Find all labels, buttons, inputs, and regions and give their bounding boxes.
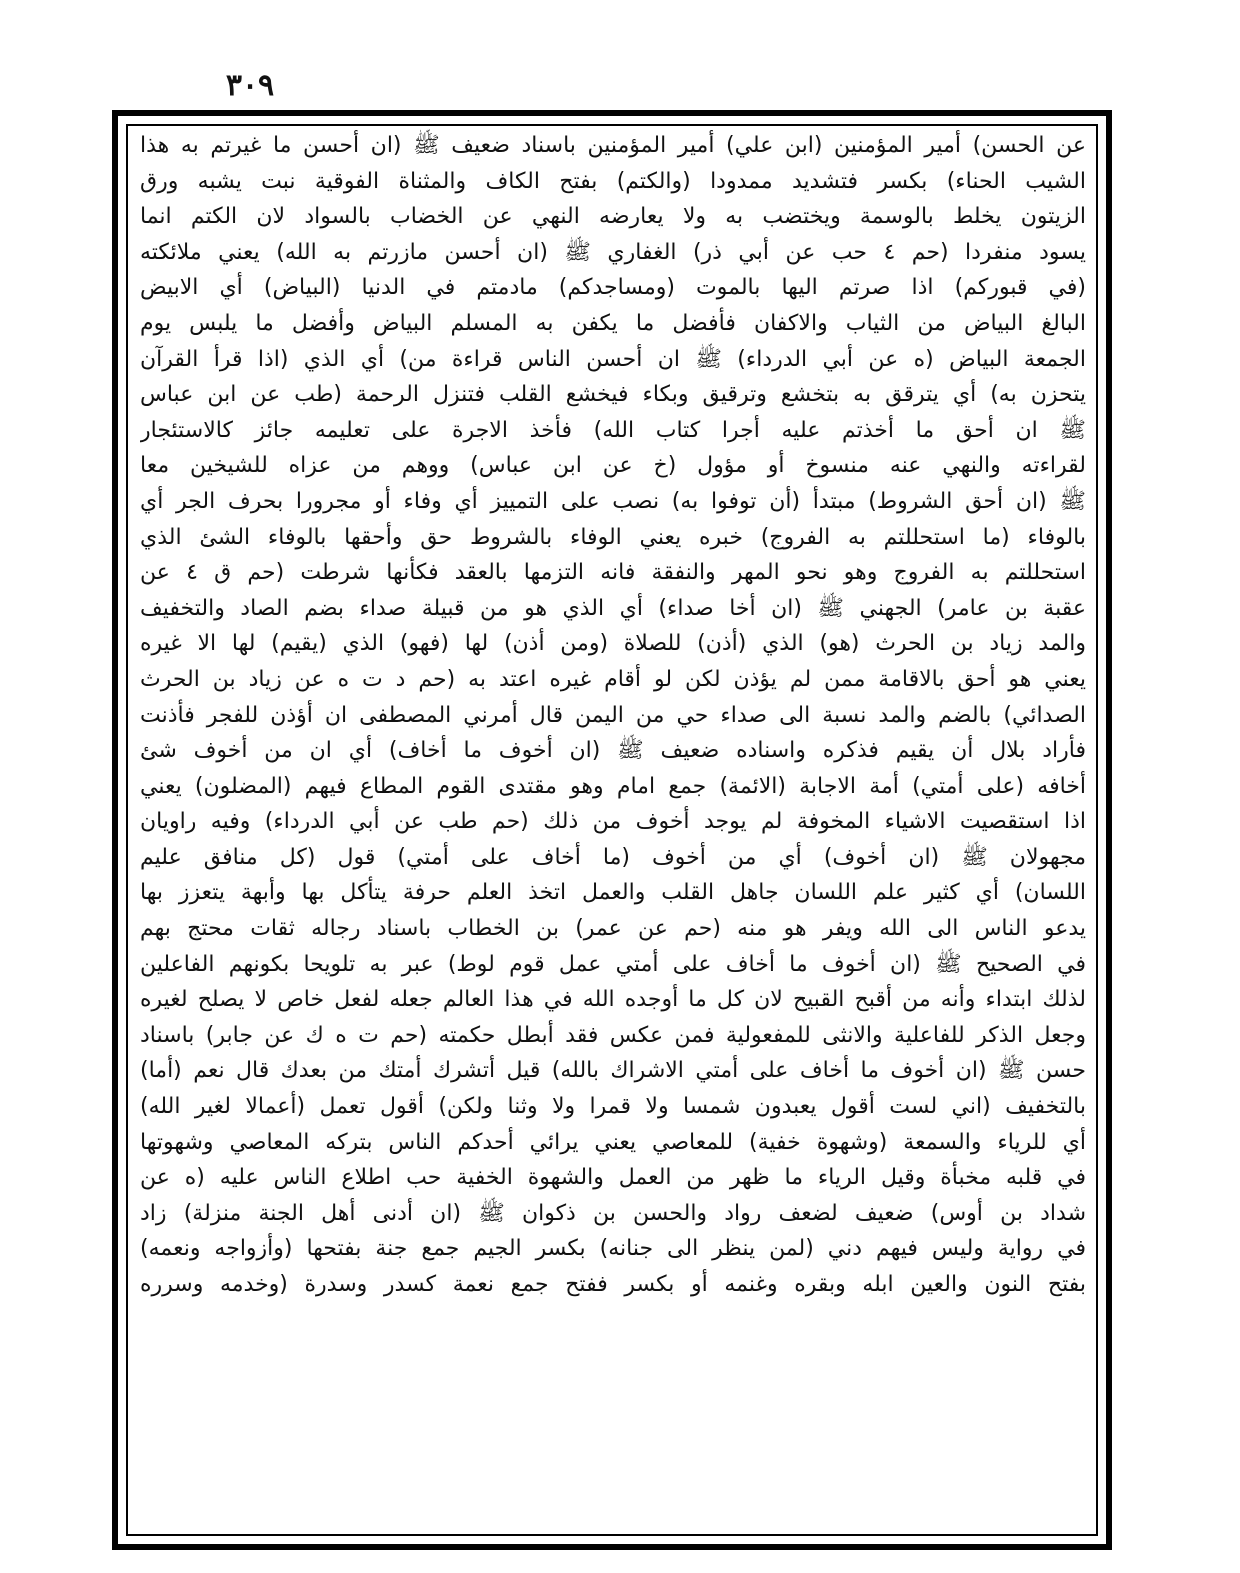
text-line: لقراءته والنهي عنه منسوخ أو مؤول (خ عن ابن عباس) ووهم من عزاه للشيخين معا: [140, 453, 1086, 479]
text-line: مجهولان ﷺ (ان أخوف) أي من أخوف (ما أخاف على أمتي) قول (كل منافق عليم: [140, 844, 1086, 870]
body-text: [140, 128, 1086, 1528]
text-line: أي للرياء والسمعة (وشهوة خفية) للمعاصي يعني يرائي أحدكم الناس بتركه المعاصي وشهوتها: [140, 1129, 1086, 1155]
text-line: بالوفاء (ما استحللتم به الفروج) خبره يعني الوفاء بالشروط حق وأحقها بالوفاء الشئ الذي: [140, 524, 1086, 550]
page-number: ٣٠٩: [225, 68, 275, 103]
text-line: فأراد بلال أن يقيم فذكره واسناده ضعيف ﷺ (ان أخوف ما أخاف) أي ان من أخوف شئ: [140, 738, 1086, 764]
text-line: بفتح النون والعين ابله وبقره وغنمه أو بكسر ففتح جمع نعمة كسدر وسدرة (وخدمه وسرره: [140, 1272, 1086, 1297]
text-line: الزيتون يخلط بالوسمة ويختضب به ولا يعارضه النهي عن الخضاب بالسواد لان الكتم انما: [140, 204, 1086, 230]
text-line: اللسان) أي كثير علم اللسان جاهل القلب والعمل اتخذ العلم حرفة يتأكل بها وأبهة يتعزز بها: [140, 880, 1086, 906]
text-line: عقبة بن عامر) الجهني ﷺ (ان أخا صداء) أي الذي هو من قبيلة صداء بضم الصاد والتخفيف: [140, 595, 1086, 621]
text-line: اذا استقصيت الاشياء المخوفة لم يوجد أخوف من ذلك (حم طب عن أبي الدرداء) وفيه راويان: [140, 809, 1086, 835]
text-line: استحللتم به الفروج وهو نحو المهر والنفقة فانه التزمها بالعقد فكأنها شرطت (حم ق ٤ عن: [140, 560, 1086, 586]
text-line: في الصحيح ﷺ (ان أخوف ما أخاف على أمتي عمل قوم لوط) عبر به تلويحا بكونهم الفاعلين: [140, 951, 1086, 977]
text-line: أخافه (على أمتي) أمة الاجابة (الائمة) جمع امام وهو مقتدى القوم المطاع فيهم (المضلون) يعني: [140, 773, 1086, 799]
text-line: والمد زياد بن الحرث (هو) الذي (أذن) للصلاة (ومن أذن) لها (فهو) الذي (يقيم) لها الا غيره: [140, 631, 1086, 657]
text-line: بالتخفيف (اني لست أقول يعبدون شمسا ولا قمرا ولا وثنا ولكن) أقول تعمل (أعمالا لغير الله): [140, 1094, 1086, 1120]
text-line: شداد بن أوس) ضعيف لضعف رواد والحسن بن ذكوان ﷺ (ان أدنى أهل الجنة منزلة) زاد: [140, 1200, 1086, 1226]
text-line: في قلبه مخبأة وقيل الرياء ما ظهر من العمل والشهوة الخفية حب اطلاع الناس عليه (ه عن: [140, 1165, 1086, 1191]
text-line: يسود منفردا (حم ٤ حب عن أبي ذر) الغفاري ﷺ (ان أحسن مازرتم به الله) يعني ملائكته: [140, 239, 1086, 265]
text-line: الصدائي) بالضم والمد نسبة الى صداء حي من اليمن قال أمرني المصطفى ان أؤذن للفجر فأذنت: [140, 702, 1086, 728]
text-line: حسن ﷺ (ان أخوف ما أخاف على أمتي الاشراك بالله) قيل أتشرك أمتك من بعدك قال نعم (أما): [140, 1058, 1086, 1084]
text-line: وجعل الذكر للفاعلية والانثى للمفعولية فمن عكس فقد أبطل حكمته (حم ت ه ك عن جابر) باسناد: [140, 1022, 1086, 1048]
text-line: ﷺ ان أحق ما أخذتم عليه أجرا كتاب الله) فأخذ الاجرة على تعليمه جائز كالاستئجار: [140, 417, 1086, 443]
text-line: يعني هو أحق بالاقامة ممن لم يؤذن لكن لو أقام غيره اعتد به (حم د ت ه عن زياد بن الحرث: [140, 666, 1086, 692]
text-line: الجمعة البياض (ه عن أبي الدرداء) ﷺ ان أحسن الناس قراءة من) أي الذي (اذا قرأ القرآن: [140, 346, 1086, 372]
text-line: يتحزن به) أي يترقق به بتخشع وترقيق وبكاء فيخشع القلب فتنزل الرحمة (طب عن ابن عباس: [140, 382, 1086, 408]
text-line: لذلك ابتداء وأنه من أقبح القبيح لان كل ما أوجده الله في هذا العالم جعله لفعل خاص لا يصلح لغيره: [140, 987, 1086, 1013]
text-line: الشيب الحناء) بكسر فتشديد ممدودا (والكتم) بفتح الكاف والمثناة الفوقية نبت يشبه ورق: [140, 168, 1086, 194]
text-line: البالغ البياض من الثياب والاكفان فأفضل ما يكفن به المسلم البياض وأفضل ما يلبس يوم: [140, 310, 1086, 336]
text-line: عن الحسن) أمير المؤمنين (ابن علي) أمير المؤمنين باسناد ضعيف ﷺ (ان أحسن ما غيرتم به هذا: [140, 133, 1086, 158]
text-line: (في قبوركم) اذا صرتم اليها بالموت (ومساجدكم) مادمتم في الدنيا (البياض) أي الابيض: [140, 275, 1086, 301]
text-line: في رواية وليس فيهم دني (لمن ينظر الى جنانه) بكسر الجيم جمع جنة بفتحها (وأزواجه ونعمه): [140, 1236, 1086, 1262]
text-line: ﷺ (ان أحق الشروط) مبتدأ (أن توفوا به) نصب على التمييز أي وفاء أو مجرورا بحرف الجر أي: [140, 488, 1086, 514]
text-line: يدعو الناس الى الله ويفر هو منه (حم عن عمر) بن الخطاب باسناد رجاله ثقات محتج بهم: [140, 916, 1086, 942]
